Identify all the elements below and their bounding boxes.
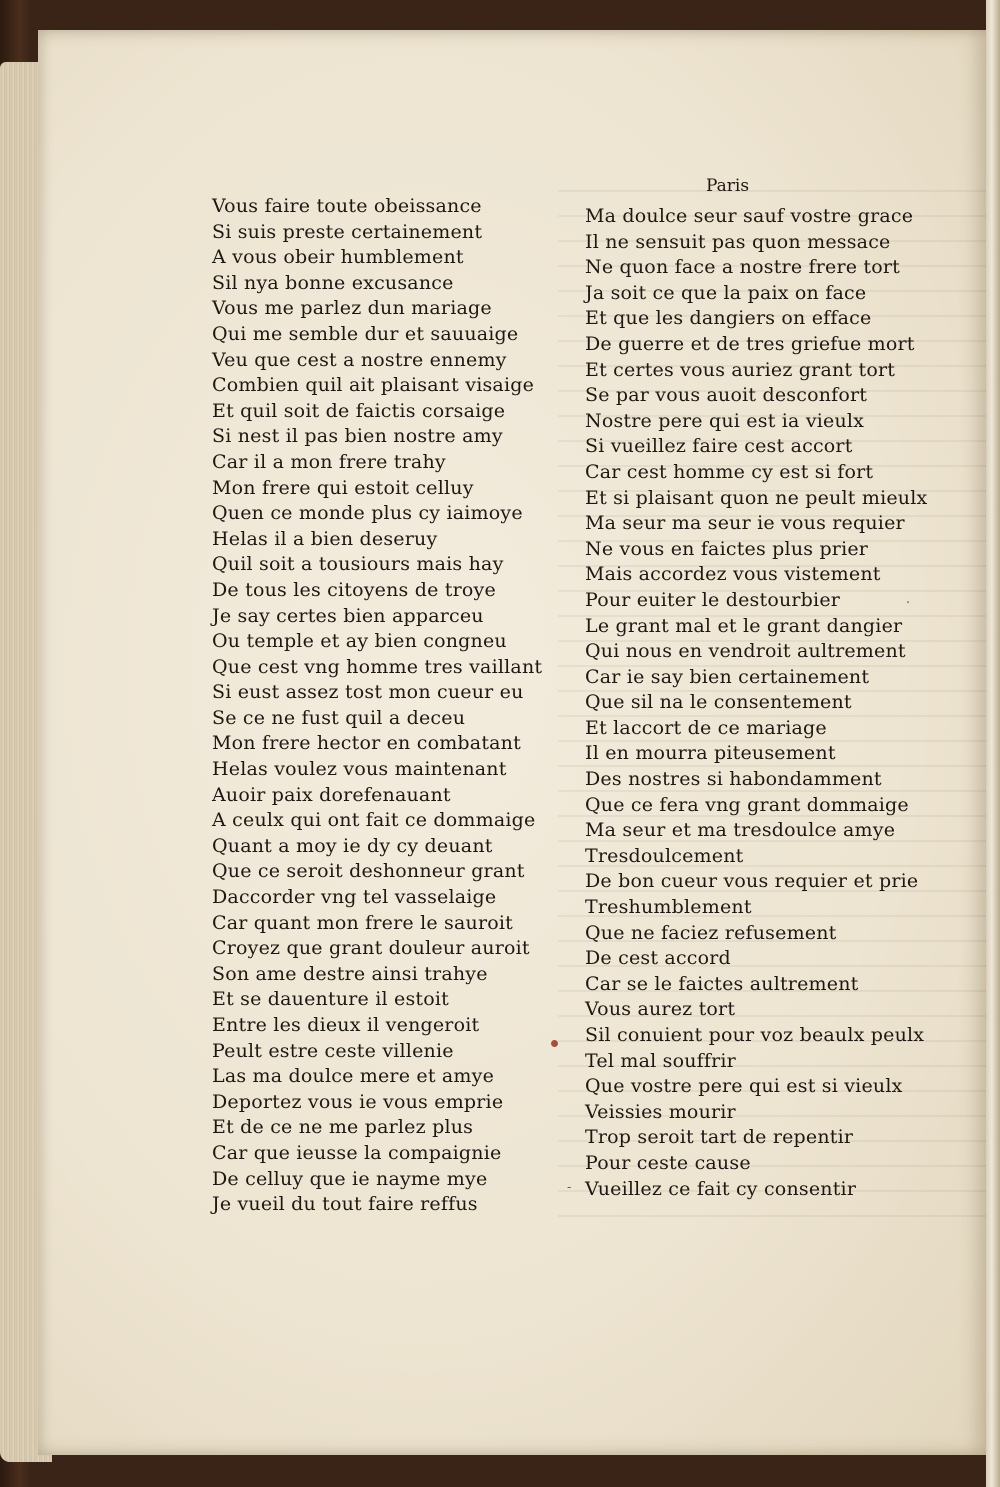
right-column bbox=[585, 204, 927, 1202]
text-line: Las ma doulce mere et amye bbox=[212, 1065, 495, 1088]
text-line: Ne vous en faictes plus prier bbox=[585, 537, 869, 560]
text-line: Qui nous en vendroit aultrement bbox=[585, 640, 906, 663]
text-line: Et que les dangiers on efface bbox=[585, 307, 872, 330]
left-column bbox=[212, 194, 542, 1218]
text-line: Et de ce ne me parlez plus bbox=[212, 1116, 474, 1139]
text-line: Car ie say bien certainement bbox=[585, 665, 870, 688]
text-line: Ma doulce seur sauf vostre grace bbox=[585, 205, 914, 227]
text-line: Se ce ne fust quil a deceu bbox=[212, 706, 466, 729]
text-line: Mais accordez vous vistement bbox=[585, 563, 881, 586]
text-line: Et certes vous auriez grant tort bbox=[585, 358, 896, 381]
text-line: Nostre pere qui est ia vieulx bbox=[585, 409, 865, 432]
text-line: Mon frere hector en combatant bbox=[212, 732, 521, 755]
text-line: Je say certes bien apparceu bbox=[212, 604, 484, 627]
text-line: Daccorder vng tel vasselaige bbox=[212, 886, 497, 909]
text-line: Ma seur ma seur ie vous requier bbox=[585, 512, 905, 535]
text-line: Que vostre pere qui est si vieulx bbox=[585, 1075, 903, 1098]
text-line: Combien quil ait plaisant visaige bbox=[212, 374, 535, 397]
text-line: Je vueil du tout faire reffus bbox=[212, 1193, 478, 1216]
text-line: Si eust assez tost mon cueur eu bbox=[212, 681, 524, 704]
text-line: Quil soit a tousiours mais hay bbox=[212, 553, 504, 576]
text-line: Vueillez ce fait cy consentir bbox=[585, 1177, 857, 1200]
text-line: Qui me semble dur et sauuaige bbox=[212, 322, 519, 345]
text-line: A vous obeir humblement bbox=[212, 246, 464, 269]
text-line: Helas il a bien deseruy bbox=[212, 527, 438, 550]
text-line: Que cest vng homme tres vaillant bbox=[212, 655, 543, 678]
text-line: Peult estre ceste villenie bbox=[212, 1039, 454, 1062]
text-line: De guerre et de tres griefue mort bbox=[585, 332, 915, 355]
text-line: Car que ieusse la compaignie bbox=[212, 1141, 502, 1164]
ink-fleck bbox=[551, 1040, 558, 1047]
text-line: Veissies mourir bbox=[585, 1100, 736, 1123]
text-line: De cest accord bbox=[585, 947, 731, 970]
text-line: Quant a moy ie dy cy deuant bbox=[212, 834, 493, 857]
text-line: Et laccort de ce mariage bbox=[585, 716, 827, 739]
text-line: Le grant mal et le grant dangier bbox=[585, 614, 903, 637]
text-line: Auoir paix dorefenauant bbox=[212, 783, 451, 806]
text-line: Mon frere qui estoit celluy bbox=[212, 476, 474, 499]
facing-page-edge bbox=[986, 0, 1000, 1487]
text-line: Ja soit ce que la paix on face bbox=[585, 281, 867, 304]
text-line: Que ce fera vng grant dommaige bbox=[585, 793, 909, 816]
text-line: Tresdoulcement bbox=[585, 844, 744, 867]
text-line: Si vueillez faire cest accort bbox=[585, 435, 853, 458]
text-line: Trop seroit tart de repentir bbox=[585, 1126, 854, 1149]
margin-mark: . bbox=[906, 592, 911, 607]
text-line: Croyez que grant douleur auroit bbox=[212, 937, 530, 960]
text-line: Helas voulez vous maintenant bbox=[212, 758, 507, 781]
text-line: Vous me parlez dun mariage bbox=[212, 297, 492, 320]
text-line: Si suis preste certainement bbox=[212, 220, 483, 243]
text-line: Et si plaisant quon ne peult mieulx bbox=[585, 486, 928, 509]
text-line: De celluy que ie nayme mye bbox=[212, 1167, 488, 1190]
text-line: Car quant mon frere le sauroit bbox=[212, 911, 513, 934]
text-line: Et se dauenture il estoit bbox=[212, 988, 449, 1011]
speaker-heading: Paris bbox=[706, 176, 750, 196]
text-line: Veu que cest a nostre ennemy bbox=[212, 348, 507, 371]
text-line: Sil conuient pour voz beaulx peulx bbox=[585, 1024, 925, 1046]
text-line: Deportez vous ie vous emprie bbox=[212, 1090, 504, 1113]
text-line: Pour euiter le destourbier bbox=[585, 588, 841, 611]
text-line: Que sil na le consentement bbox=[585, 691, 852, 714]
text-line: A ceulx qui ont fait ce dommaige bbox=[212, 809, 536, 832]
text-line: Il en mourra piteusement bbox=[585, 742, 836, 765]
text-line: Entre les dieux il vengeroit bbox=[212, 1014, 480, 1036]
text-line: Et quil soit de faictis corsaige bbox=[212, 399, 506, 422]
text-line: Que ne faciez refusement bbox=[585, 921, 837, 944]
text-line: Vous faire toute obeissance bbox=[212, 195, 482, 217]
text-line: Ma seur et ma tresdoulce amye bbox=[585, 819, 896, 842]
text-line: Si nest il pas bien nostre amy bbox=[212, 425, 503, 448]
margin-mark: - bbox=[567, 1180, 572, 1195]
text-line: Il ne sensuit pas quon messace bbox=[585, 230, 891, 253]
text-line: Car cest homme cy est si fort bbox=[585, 460, 874, 483]
text-line: Ne quon face a nostre frere tort bbox=[585, 256, 901, 279]
text-line: Treshumblement bbox=[585, 896, 752, 919]
text-line: Car il a mon frere trahy bbox=[212, 450, 446, 473]
text-line: Son ame destre ainsi trahye bbox=[212, 962, 488, 985]
text-line: Des nostres si habondamment bbox=[585, 768, 882, 791]
text-line: Quen ce monde plus cy iaimoye bbox=[212, 502, 523, 525]
text-line: Sil nya bonne excusance bbox=[212, 271, 454, 294]
text-line: Ou temple et ay bien congneu bbox=[212, 630, 507, 653]
text-line: Se par vous auoit desconfort bbox=[585, 384, 868, 407]
text-line: Tel mal souffrir bbox=[585, 1049, 736, 1072]
text-line: Car se le faictes aultrement bbox=[585, 972, 859, 995]
text-line: Que ce seroit deshonneur grant bbox=[212, 860, 525, 883]
text-line: Vous aurez tort bbox=[585, 998, 736, 1021]
text-line: Pour ceste cause bbox=[585, 1151, 751, 1174]
text-line: De bon cueur vous requier et prie bbox=[585, 870, 919, 893]
text-line: De tous les citoyens de troye bbox=[212, 578, 496, 601]
